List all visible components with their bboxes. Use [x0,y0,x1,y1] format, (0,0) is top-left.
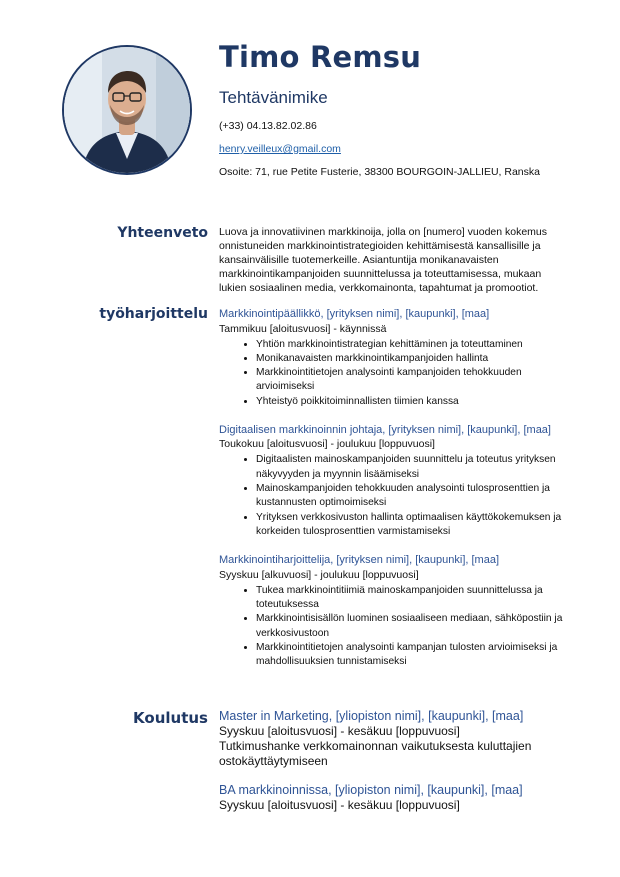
job-bullet: • Yhteistyö poikkitoiminnallisten tiimien kanssa [256,395,569,409]
summary-text: Luova ja innovatiivinen markkinoija, jolla on [numero] vuoden kokemus onnistuneiden markkinointistrategioiden kehittämisestä kansallisille ja kansainvälisille tuotemerkeille. Asiantuntija monikanavaisten markkinointikampanjoiden suunnittelussa ja toteuttamisessa, mukaan lukien sosiaalinen media, verkkomainonta, tapahtumat ja promootiot. [219,226,548,294]
job-bullet: • Yhtiön markkinointistrategian kehittäminen ja toteuttaminen [256,338,569,352]
job-entry-title: Markkinointiharjoittelija, [yrityksen nimi], [kaupunki], [maa] [219,554,499,567]
job-title: Tehtävänimike [219,88,328,107]
education-list [219,709,579,827]
summary-heading: Yhteenveto [117,225,208,241]
job-entry-title: Markkinointipäällikkö, [yrityksen nimi], [kaupunki], [maa] [219,308,490,320]
profile-photo [62,45,192,175]
job-bullet: • Yrityksen verkkosivuston hallinta optimaalisen käyttökokemuksen ja korkeiden tulosprosenttien varmistamiseksi [256,511,569,540]
phone-number: (+33) 04.13.82.02.86 [219,120,317,132]
job-bullet: • Mainoskampanjoiden tehokkuuden analysointi tulosprosenttien ja kustannusten optimoimiseksi [256,482,569,511]
job-entry-dates: Toukokuu [aloitusvuosi] - joulukuu [loppuvuosi] [219,438,435,451]
education-heading: Koulutus [133,709,208,727]
job-bullets [219,584,569,670]
education-entry [219,783,579,813]
job-entry [219,423,569,539]
education-entry-dates: Syyskuu [aloitusvuosi] - kesäkuu [loppuvuosi] [219,724,460,738]
job-entry-title: Digitaalisen markkinoinnin johtaja, [yrityksen nimi], [kaupunki], [maa] [219,423,551,436]
address: Osoite: 71, rue Petite Fusterie, 38300 BOURGOIN-JALLIEU, Ranska [219,166,540,178]
work-heading: työharjoittelu [99,306,208,322]
job-bullets [219,338,569,409]
job-entry [219,307,569,409]
work-list [219,307,569,684]
job-bullet: • Markkinointisisällön luominen sosiaaliseen mediaan, sähköpostiin ja verkkosivustoon [256,612,569,641]
job-bullet: • Monikanavaisten markkinointikampanjoiden hallinta [256,352,569,366]
job-bullet: • Tukea markkinointitiimiä mainoskampanjoiden suunnittelussa ja toteutuksessa [256,584,569,613]
education-entry-title: BA markkinoinnissa, [yliopiston nimi], [kaupunki], [maa] [219,783,523,797]
job-bullets [219,453,569,539]
job-entry-dates: Tammikuu [aloitusvuosi] - käynnissä [219,322,387,335]
job-bullet: • Digitaalisten mainoskampanjoiden suunnittelu ja toteutus yrityksen näkyvyyden ja myynnin lisäämiseksi [256,453,569,482]
job-entry-dates: Syyskuu [alkuvuosi] - joulukuu [loppuvuosi] [219,568,419,581]
job-bullet: • Markkinointitietojen analysointi kampanjoiden tehokkuuden arvioimiseksi [256,366,569,395]
education-entry-dates: Syyskuu [aloitusvuosi] - kesäkuu [loppuvuosi] [219,798,460,812]
education-entry-detail: Tutkimushanke verkkomainonnan vaikutuksesta kuluttajien ostokäyttäytymiseen [219,739,532,768]
job-entry [219,553,569,669]
education-entry-title: Master in Marketing, [yliopiston nimi], [kaupunki], [maa] [219,709,524,723]
job-bullet: • Markkinointitietojen analysointi kampanjan tulosten arvioimiseksi ja mahdollisuuksien tunnistamiseksi [256,641,569,670]
candidate-name: Timo Remsu [219,40,422,74]
education-entry [219,709,579,769]
email-link[interactable]: henry.veilleux@gmail.com [219,143,341,155]
